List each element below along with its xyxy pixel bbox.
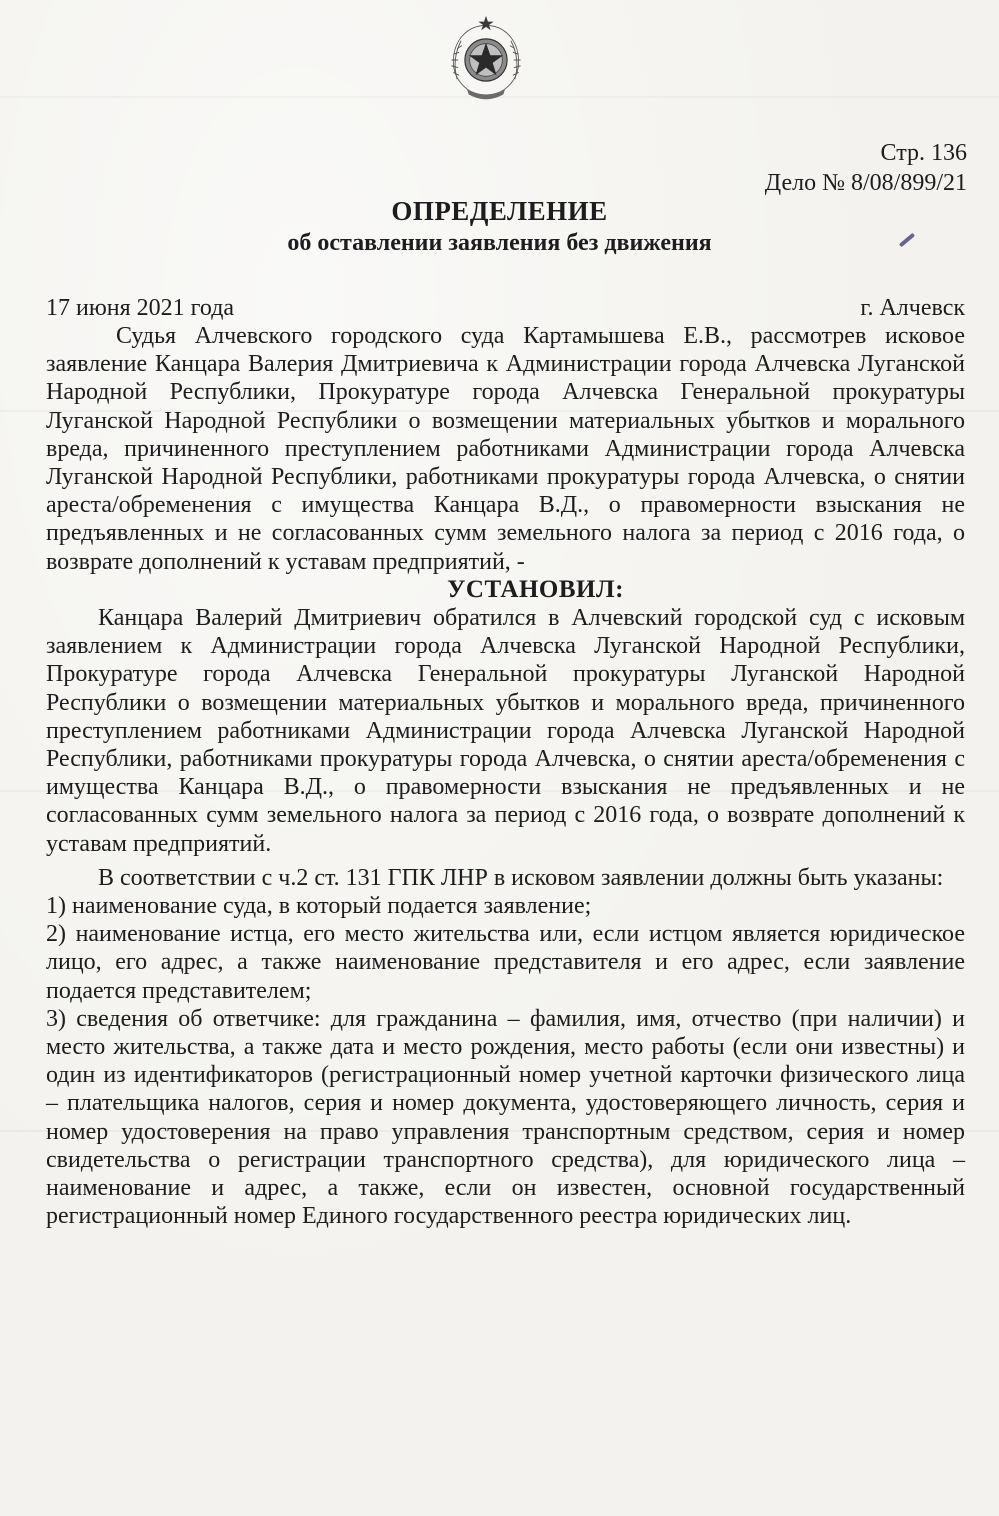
case-number: Дело № 8/08/899/21 (764, 170, 967, 196)
list-item: 3) сведения об ответчике: для гражданина – фамилия, имя, отчество (при наличии) и место жительства, а также дата и место рождения, место работы (если они известны) и один из идентификаторов (регистрационный номер учетной карточки физического лица – плательщика налогов, серия и номер документа, удостоверяющего личность, серия и номер удостоверения на право управления транспортным средством, серия и номер свидетельства о регистрации транспортного средства), для юридического лица – наименование и адрес, а также, если он известен, основной государственный регистрационный номер Единого государственного реестра юридических лиц. (46, 1005, 965, 1230)
date-location-line (46, 295, 965, 322)
document-title: ОПРЕДЕЛЕНИЕ (391, 196, 608, 226)
list-item: 2) наименование истца, его место жительства или, если истцом является юридическое лицо, его адрес, а также наименование представителя и его адрес, если заявление подается представителем; (46, 921, 965, 1004)
document-date: 17 июня 2021 года (46, 295, 235, 321)
document-subtitle: об оставлении заявления без движения (287, 230, 712, 256)
intro-paragraph: Судья Алчевского городского суда Картамышева Е.В., рассмотрев исковое заявление Канцара Валерия Дмитриевича к Администрации города Алчевска Луганской Народной Республики, Прокуратуре города Алчевска Генеральной прокуратуры Луганской Народной Республики о возмещении материальных убытков и морального вреда, причиненного преступлением работниками Администрации города Алчевска Луганской Народной Республики, работниками прокуратуры города Алчевска, о снятии ареста/обременения с имущества Канцара В.Д., о правомерности взыскания не предъявленных и не согласованных сумм земельного налога за период с 2016 года, о возврате дополнений к уставам предприятий, - (46, 323, 965, 575)
section-heading: УСТАНОВИЛ: (447, 575, 624, 603)
law-paragraph: В соответствии с ч.2 ст. 131 ГПК ЛНР в исковом заявлении должны быть указаны: (98, 864, 944, 891)
list-item: 1) наименование суда, в который подается заявление; (46, 893, 592, 920)
facts-paragraph: Канцара Валерий Дмитриевич обратился в Алчевский городской суд с исковым заявлением к Администрации города Алчевска Луганской Народной Республики, Прокуратуре города Алчевска Генеральной прокуратуры Луганской Народной Республики о возмещении материальных убытков и морального вреда, причиненного преступлением работниками Администрации города Алчевска Луганской Народной Республики, работниками прокуратуры города Алчевска, о снятии ареста/обременения с имущества Канцара В.Д., о правомерности взыскания не предъявленных и не согласованных сумм земельного налога за период с 2016 года, о возврате дополнений к уставам предприятий. (46, 605, 965, 857)
page-number: Стр. 136 (880, 140, 967, 166)
document-city: г. Алчевск (860, 295, 965, 321)
document-body (46, 322, 965, 1231)
coat-of-arms-emblem (438, 12, 534, 108)
document-reference (765, 138, 967, 198)
